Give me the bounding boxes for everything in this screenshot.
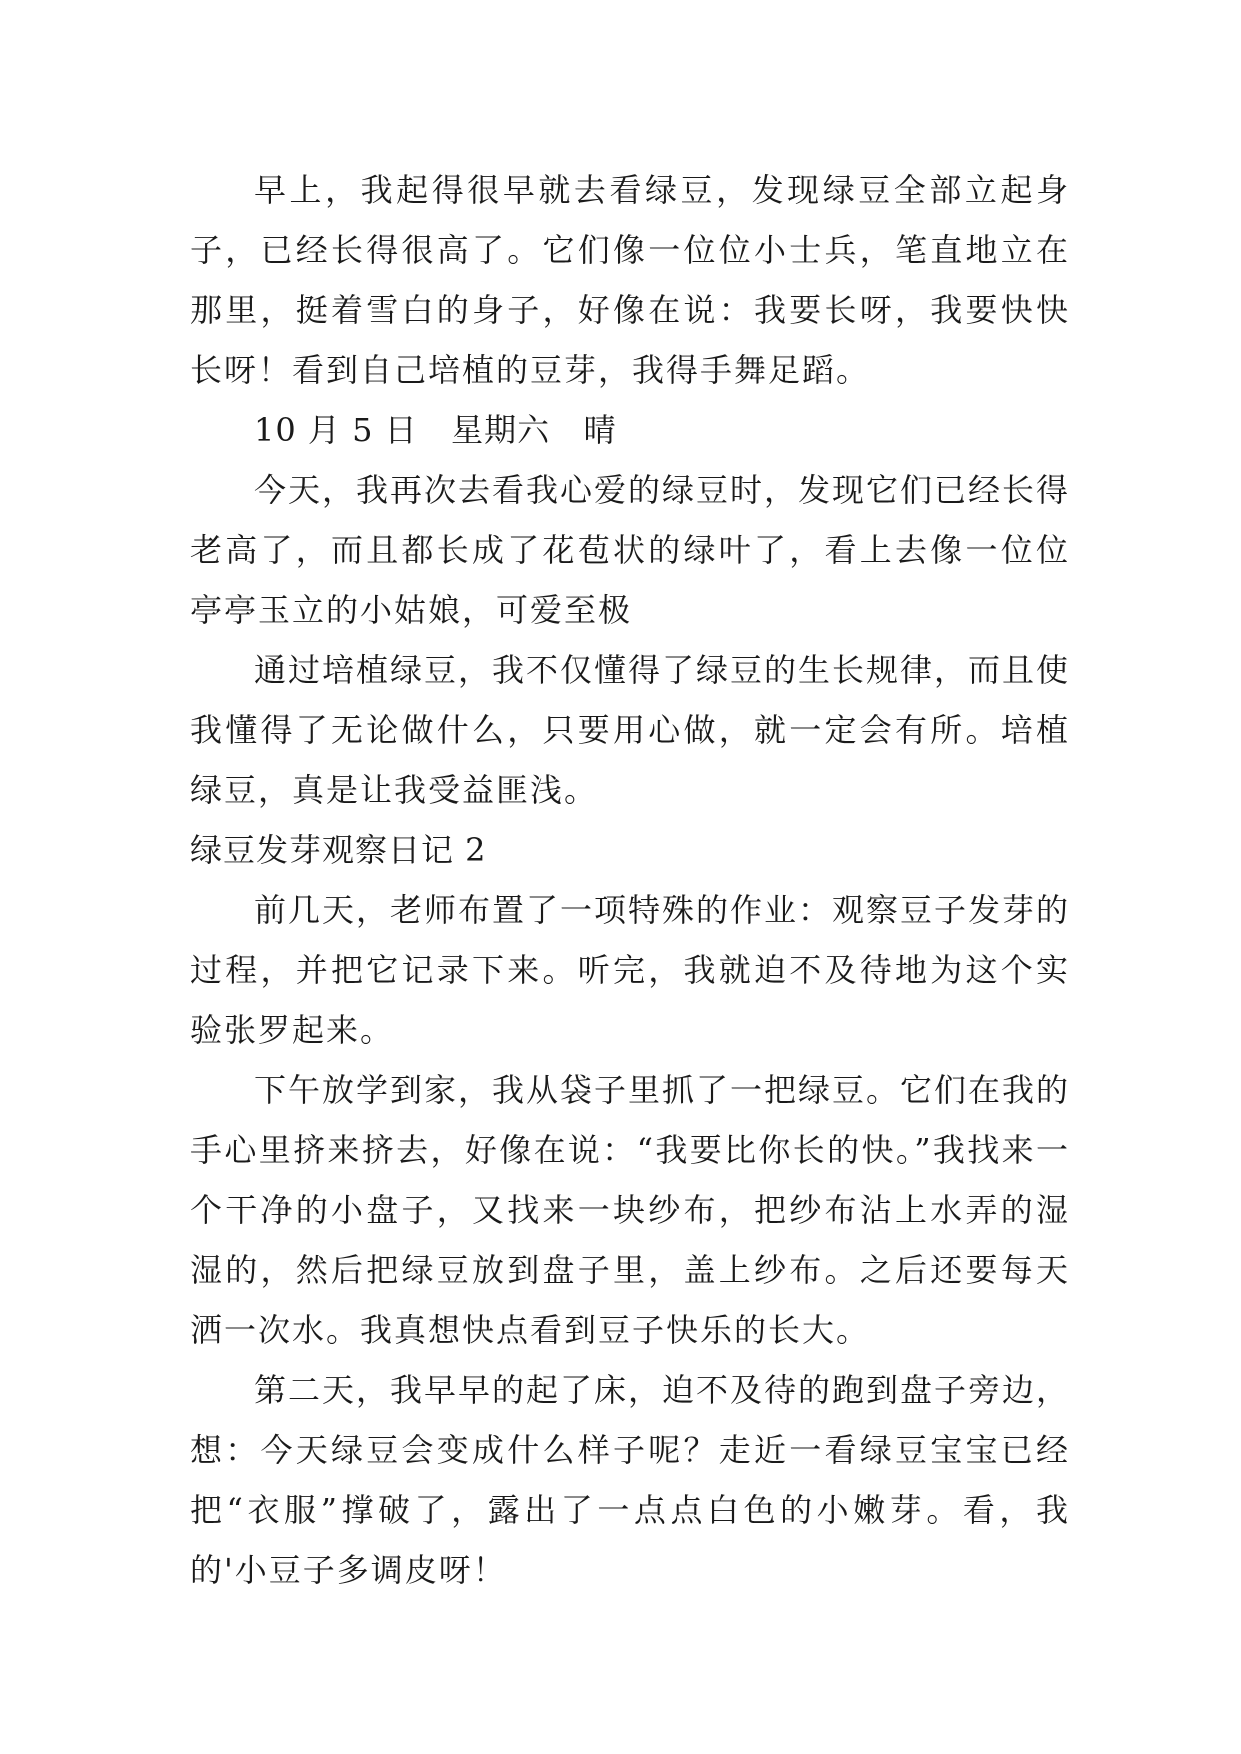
diary-date-line: 10 月 5 日 星期六 晴 [254, 411, 617, 449]
document-body [190, 160, 1070, 1600]
paragraph-second-day: 第二天，我早早的起了床，迫不及待的跑到盘子旁边，想：今天绿豆会变成什么样子呢？走近一看绿豆宝宝已经把“衣服”撑破了，露出了一点点白色的小嫩芽。看，我的'小豆子多调皮呀！ [190, 1371, 1071, 1589]
paragraph-morning-observation: 早上，我起得很早就去看绿豆，发现绿豆全部立起身子，已经长得很高了。它们像一位位小士兵，笔直地立在那里，挺着雪白的身子，好像在说：我要长呀，我要快快长呀！看到自己培植的豆芽，我得手舞足蹈。 [190, 171, 1070, 389]
paragraph-assignment: 前几天，老师布置了一项特殊的作业：观察豆子发芽的过程，并把它记录下来。听完，我就迫不及待地为这个实验张罗起来。 [190, 891, 1071, 1049]
section-title: 绿豆发芽观察日记 2 [190, 831, 487, 869]
paragraph-today-observation: 今天，我再次去看我心爱的绿豆时，发现它们已经长得老高了，而且都长成了花苞状的绿叶了，看上去像一位位亭亭玉立的小姑娘，可爱至极 [190, 471, 1071, 629]
paragraph-preparation: 下午放学到家，我从袋子里抓了一把绿豆。它们在我的手心里挤来挤去，好像在说：“我要比你长的快。”我找来一个干净的小盘子，又找来一块纱布，把纱布沾上水弄的湿湿的，然后把绿豆放到盘子里，盖上纱布。之后还要每天洒一次水。我真想快点看到豆子快乐的长大。 [190, 1071, 1071, 1349]
paragraph-conclusion: 通过培植绿豆，我不仅懂得了绿豆的生长规律，而且使我懂得了无论做什么，只要用心做，就一定会有所。培植绿豆，真是让我受益匪浅。 [190, 651, 1071, 809]
